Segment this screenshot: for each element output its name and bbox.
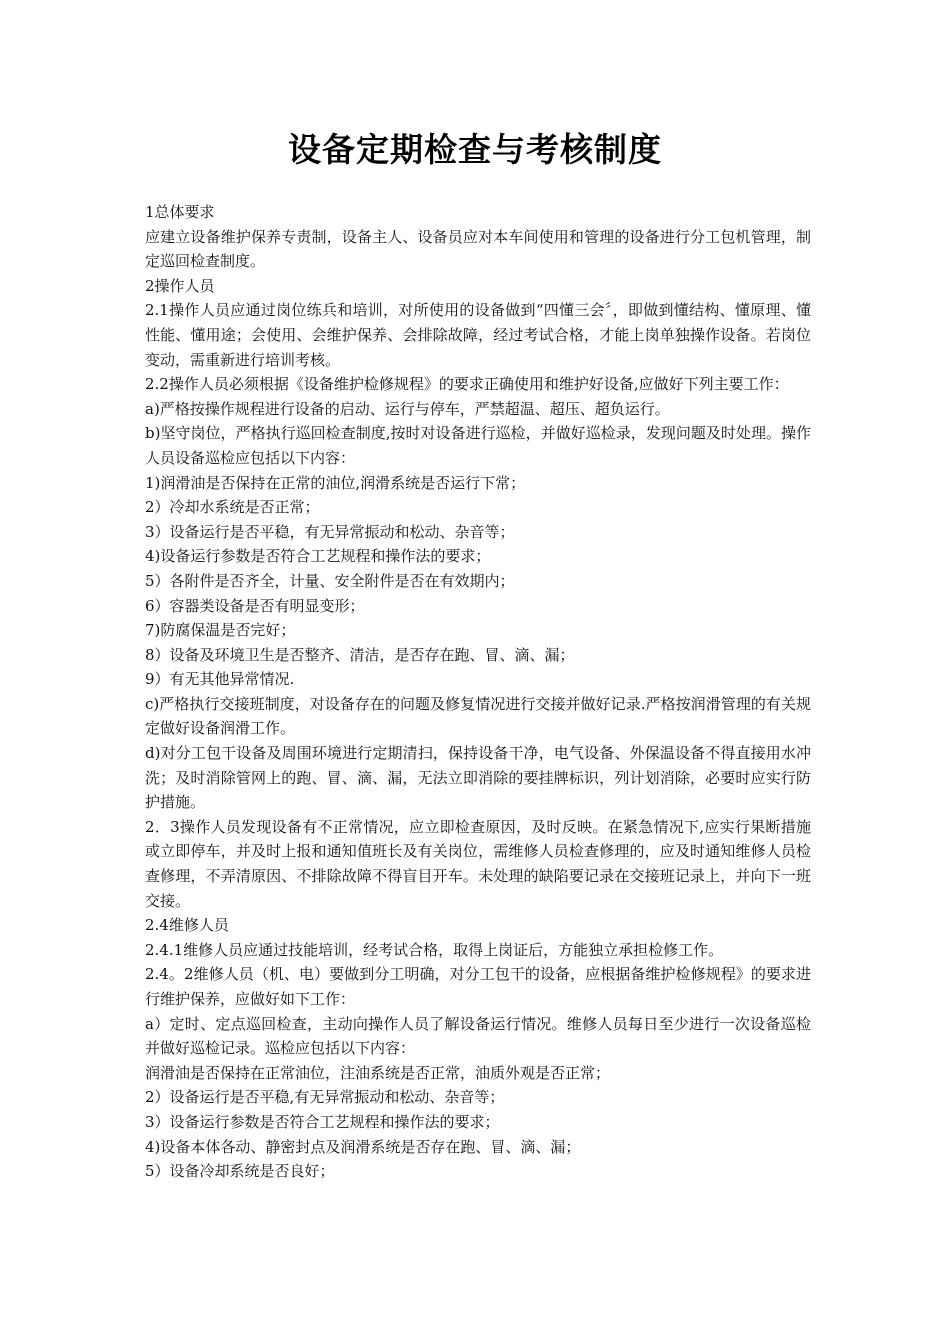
paragraph: 5）设备冷却系统是否良好； — [145, 1162, 335, 1181]
paragraph: 3）设备运行参数是否符合工艺规程和操作法的要求； — [145, 1112, 500, 1131]
paragraph: 7)防腐保温是否完好； — [145, 621, 296, 640]
paragraph: 4)设备运行参数是否符合工艺规程和操作法的要求； — [145, 547, 491, 566]
paragraph: 2操作人员 — [145, 276, 215, 295]
paragraph: c)严格执行交接班制度，对设备存在的问题及修复情况进行交接并做好记录.严格按润滑管理的有关规定做好设备润滑工作。 — [145, 694, 811, 738]
paragraph: 润滑油是否保持在正常油位，注油系统是否正常，油质外观是否正常； — [145, 1063, 611, 1082]
document-body — [145, 200, 811, 1184]
paragraph: 4)设备本体各动、静密封点及润滑系统是否存在跑、冒、滴、漏； — [145, 1137, 581, 1156]
paragraph: 9）有无其他异常情况. — [145, 670, 295, 689]
paragraph: a）定时、定点巡回检查，主动向操作人员了解设备运行情况。维修人员每日至少进行一次设备巡检并做好巡检记录。巡检应包括以下内容： — [145, 1014, 811, 1058]
paragraph: 2．3操作人员发现设备有不正常情况，应立即检查原因，及时反映。在紧急情况下,应实行果断措施或立即停车，并及时上报和通知值班长及有关岗位，需维修人员检查修理的，应及时通知维修人员检查修理，不弄清原因、不排除故障不得盲目开车。未处理的缺陷要记录在交接班记录上，并向下一班交接。 — [145, 817, 811, 910]
paragraph: a)严格按操作规程进行设备的启动、运行与停车，严禁超温、超压、超负运行。 — [145, 399, 670, 418]
paragraph: 2.2操作人员必须根据《设备维护检修规程》的要求正确使用和维护好设备,应做好下列主要工作： — [145, 375, 789, 394]
paragraph: 应建立设备维护保养专责制，设备主人、设备员应对本车间使用和管理的设备进行分工包机管理，制定巡回检查制度。 — [145, 227, 811, 271]
paragraph: 2）设备运行是否平稳,有无异常振动和松动、杂音等； — [145, 1088, 505, 1107]
paragraph: 2.4维修人员 — [145, 916, 229, 935]
paragraph: 2）冷却水系统是否正常； — [145, 498, 320, 517]
paragraph: 2.4.1维修人员应通过技能培训，经考试合格，取得上岗证后，方能独立承担检修工作。 — [145, 940, 724, 959]
paragraph: 3）设备运行是否平稳，有无异常振动和松动、杂音等； — [145, 522, 515, 541]
paragraph: d)对分工包干设备及周围环境进行定期清扫，保持设备干净，电气设备、外保温设备不得直接用水冲洗；及时消除管网上的跑、冒、滴、漏，无法立即消除的要挂牌标识，列计划消除，必要时应实行防护措施。 — [145, 744, 811, 812]
paragraph: 2.1操作人员应通过岗位练兵和培训，对所使用的设备做到“四懂三会〞，即做到懂结构、懂原理、懂性能、懂用途；会使用、会维护保养、会排除故障，经过考试合格，才能上岗单独操作设备。若岗位变动，需重新进行培训考核。 — [145, 301, 811, 369]
paragraph: 8）设备及环境卫生是否整齐、清洁，是否存在跑、冒、滴、漏； — [145, 645, 575, 664]
paragraph: b)坚守岗位，严格执行巡回检查制度,按时对设备进行巡检，并做好巡检录，发现问题及时处理。操作人员设备巡检应包括以下内容： — [145, 424, 811, 467]
document-title: 设备定期检查与考核制度 — [288, 130, 662, 169]
paragraph: 1)润滑油是否保持在正常的油位,润滑系统是否运行下常； — [145, 473, 526, 492]
paragraph: 2.4。2维修人员（机、电）要做到分工明确，对分工包干的设备，应根据备维护检修规程》的要求进行维护保养，应做好如下工作： — [145, 965, 811, 1008]
paragraph: 6）容器类设备是否有明显变形； — [145, 596, 365, 615]
paragraph: 5）各附件是否齐全，计量、安全附件是否在有效期内； — [145, 571, 515, 590]
paragraph: 1总体要求 — [145, 203, 215, 221]
